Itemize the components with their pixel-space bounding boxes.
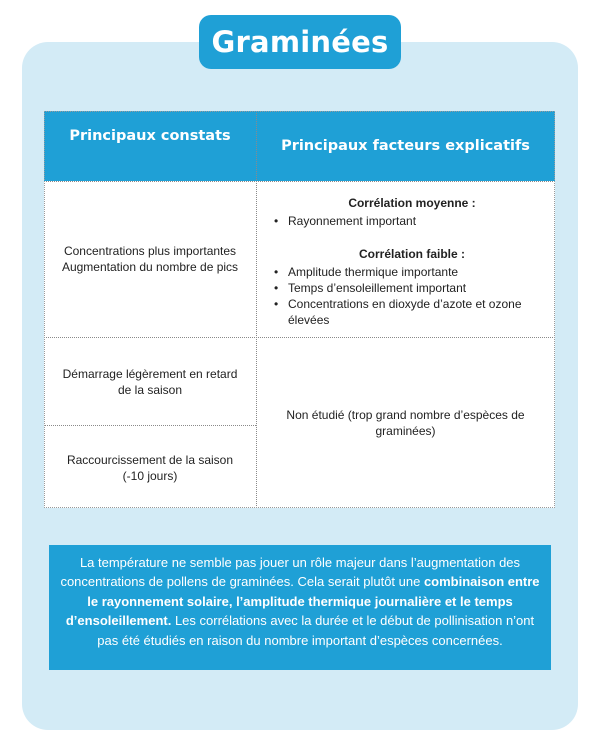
weak-correlation-list xyxy=(272,264,552,328)
summary-highlight: combinaison entre le rayonnement solaire, l’amplitude thermique journalière et le temps d’ensoleillement. xyxy=(65,574,540,629)
row-divider xyxy=(44,425,256,426)
moderate-correlation-title: Corrélation moyenne : xyxy=(348,196,476,210)
list-item: • Rayonnement important xyxy=(272,213,552,229)
header-facteurs: Principaux facteurs explicatifs xyxy=(256,111,555,181)
row-divider xyxy=(44,337,555,338)
summary-text: La température ne semble pas jouer un rôle majeur dans l’augmentation des concentrations de pollens de graminées. Cela serait plutôt une xyxy=(60,555,521,590)
moderate-correlation-list xyxy=(272,213,552,229)
list-item: • Concentrations en dioxyde d’azote et ozone élevées xyxy=(272,296,552,328)
cell-line: de la saison xyxy=(117,383,183,397)
summary-text: Les corrélations avec la durée et le début de pollinisation n’ont pas été étudiés en raison du nombre important d’espèces concernées. xyxy=(97,613,535,648)
column-divider xyxy=(256,111,257,508)
summary-box xyxy=(49,545,551,670)
constat-raccourcissement xyxy=(44,452,256,484)
constat-concentrations xyxy=(44,243,256,275)
list-item: • Amplitude thermique importante xyxy=(272,264,552,280)
weak-correlation-title: Corrélation faible : xyxy=(358,247,465,261)
cell-line: graminées) xyxy=(375,424,436,438)
constat-demarrage xyxy=(44,366,256,398)
header-constats: Principaux constats xyxy=(44,111,256,181)
cell-line: Démarrage légèrement en retard xyxy=(62,367,238,381)
list-item: • Temps d’ensoleillement important xyxy=(272,280,552,296)
cell-line: Augmentation du nombre de pics xyxy=(61,260,239,274)
cell-line: Non étudié (trop grand nombre d’espèces de xyxy=(286,408,525,422)
row-divider xyxy=(44,181,555,182)
cell-line: Raccourcissement de la saison xyxy=(66,453,234,467)
facteur-non-etudie xyxy=(256,407,555,439)
cell-line: Concentrations plus importantes xyxy=(63,244,237,258)
cell-line: (-10 jours) xyxy=(122,469,178,483)
factors-row1 xyxy=(272,195,552,328)
findings-table xyxy=(44,111,555,508)
page-title: Graminées xyxy=(199,15,401,69)
